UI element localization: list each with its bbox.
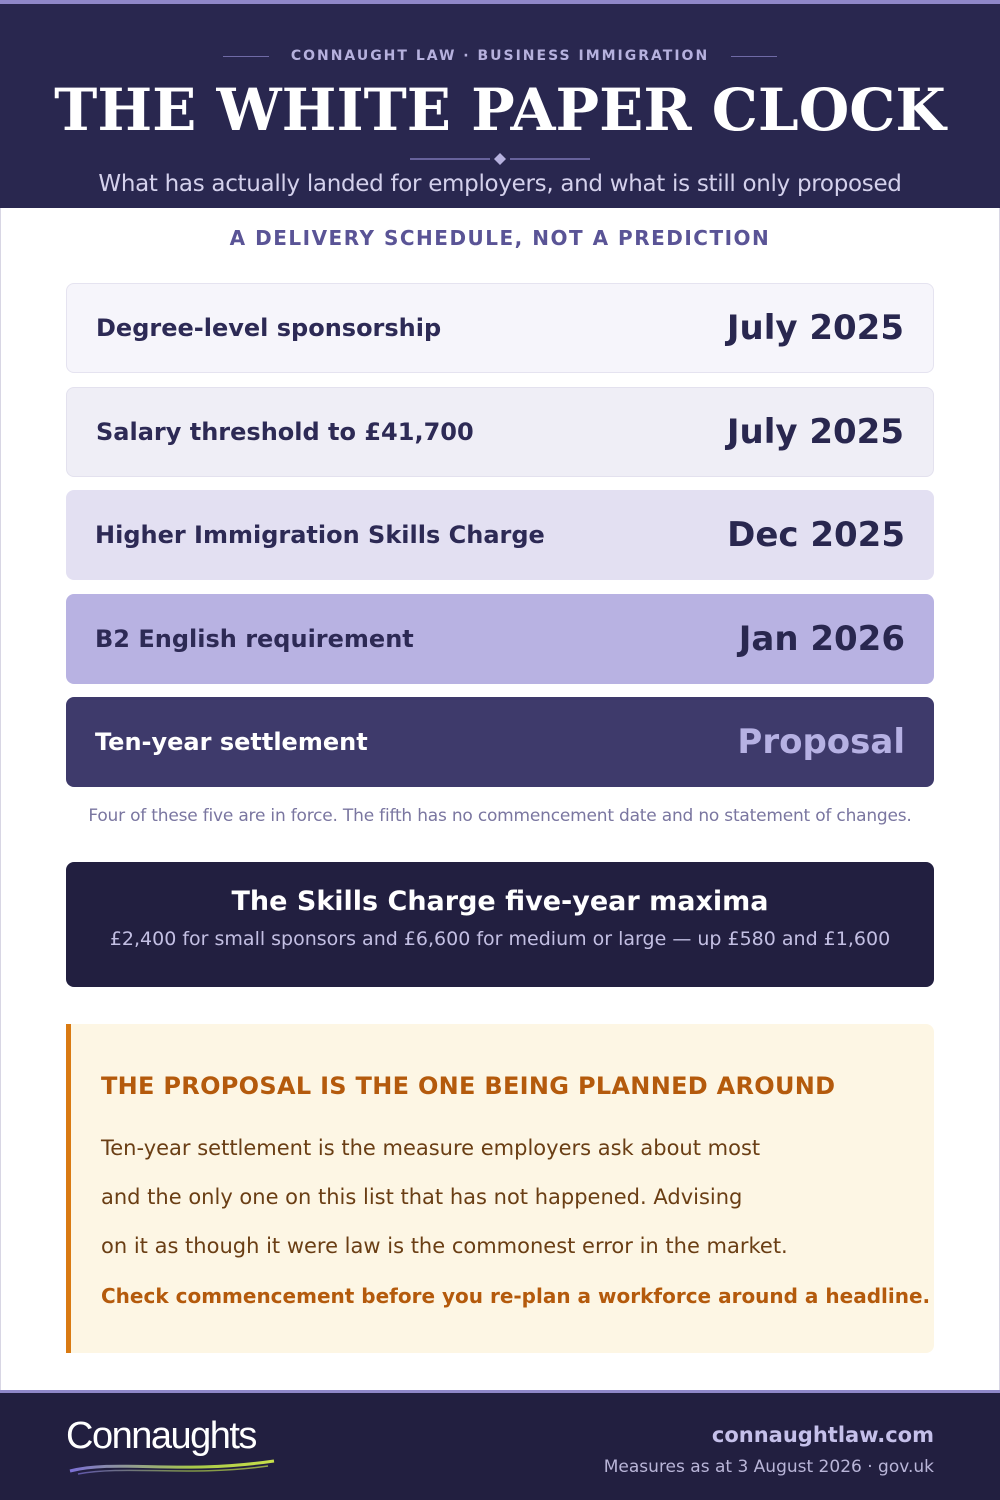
website-link[interactable]: connaughtlaw.com	[711, 1423, 934, 1447]
schedule-list	[66, 283, 934, 801]
skills-charge-subtitle: £2,400 for small sponsors and £6,600 for medium or large — up £580 and £1,600	[109, 928, 891, 950]
schedule-note: Four of these five are in force. The fifth has no commencement date and no statement of changes.	[88, 806, 912, 826]
row-status-badge: Proposal	[737, 722, 905, 762]
schedule-heading: A DELIVERY SCHEDULE, NOT A PREDICTION	[229, 226, 771, 250]
diamond-ornament-icon	[410, 151, 590, 167]
row-label: Degree-level sponsorship	[96, 314, 442, 342]
page-title: THE WHITE PAPER CLOCK	[54, 76, 946, 144]
proposal-callout	[66, 1024, 934, 1353]
row-label: Higher Immigration Skills Charge	[95, 521, 545, 549]
kicker-rule-left	[223, 56, 269, 57]
logo-swoosh-icon	[68, 1457, 278, 1477]
callout-title: THE PROPOSAL IS THE ONE BEING PLANNED AROUND	[101, 1072, 836, 1100]
kicker-row	[0, 48, 1000, 64]
callout-line: on it as though it were law is the commonest error in the market.	[101, 1234, 788, 1258]
row-date: Jan 2026	[738, 618, 905, 659]
row-label: B2 English requirement	[95, 624, 414, 653]
row-label: Salary threshold to £41,700	[96, 417, 474, 446]
header-banner	[0, 0, 1000, 208]
row-label: Ten-year settlement	[95, 728, 368, 756]
connaughts-logo: Connaughts	[66, 1415, 256, 1457]
page-subtitle: What has actually landed for employers, and what is still only proposed	[98, 171, 902, 197]
skills-charge-box	[66, 862, 934, 987]
schedule-row-salary-threshold	[66, 387, 934, 477]
schedule-row-skills-charge	[66, 490, 934, 580]
schedule-row-english-requirement	[66, 594, 934, 684]
row-date: Dec 2025	[727, 515, 905, 555]
callout-body	[101, 1124, 801, 1271]
row-date: July 2025	[726, 411, 904, 452]
kicker-rule-right	[731, 56, 777, 57]
schedule-row-ten-year-settlement	[66, 697, 934, 787]
schedule-row-degree-sponsorship	[66, 283, 934, 373]
row-date: July 2025	[726, 308, 904, 348]
skills-charge-title: The Skills Charge five-year maxima	[231, 886, 769, 917]
callout-line: and the only one on this list that has not happened. Advising	[101, 1185, 743, 1209]
callout-line: Ten-year settlement is the measure employers ask about most	[101, 1136, 761, 1160]
callout-call-to-action: Check commencement before you re-plan a workforce around a headline.	[101, 1284, 931, 1308]
kicker-text: CONNAUGHT LAW · BUSINESS IMMIGRATION	[290, 48, 710, 64]
footer	[0, 1390, 1000, 1500]
as-at-note: Measures as at 3 August 2026 · gov.uk	[603, 1457, 934, 1477]
